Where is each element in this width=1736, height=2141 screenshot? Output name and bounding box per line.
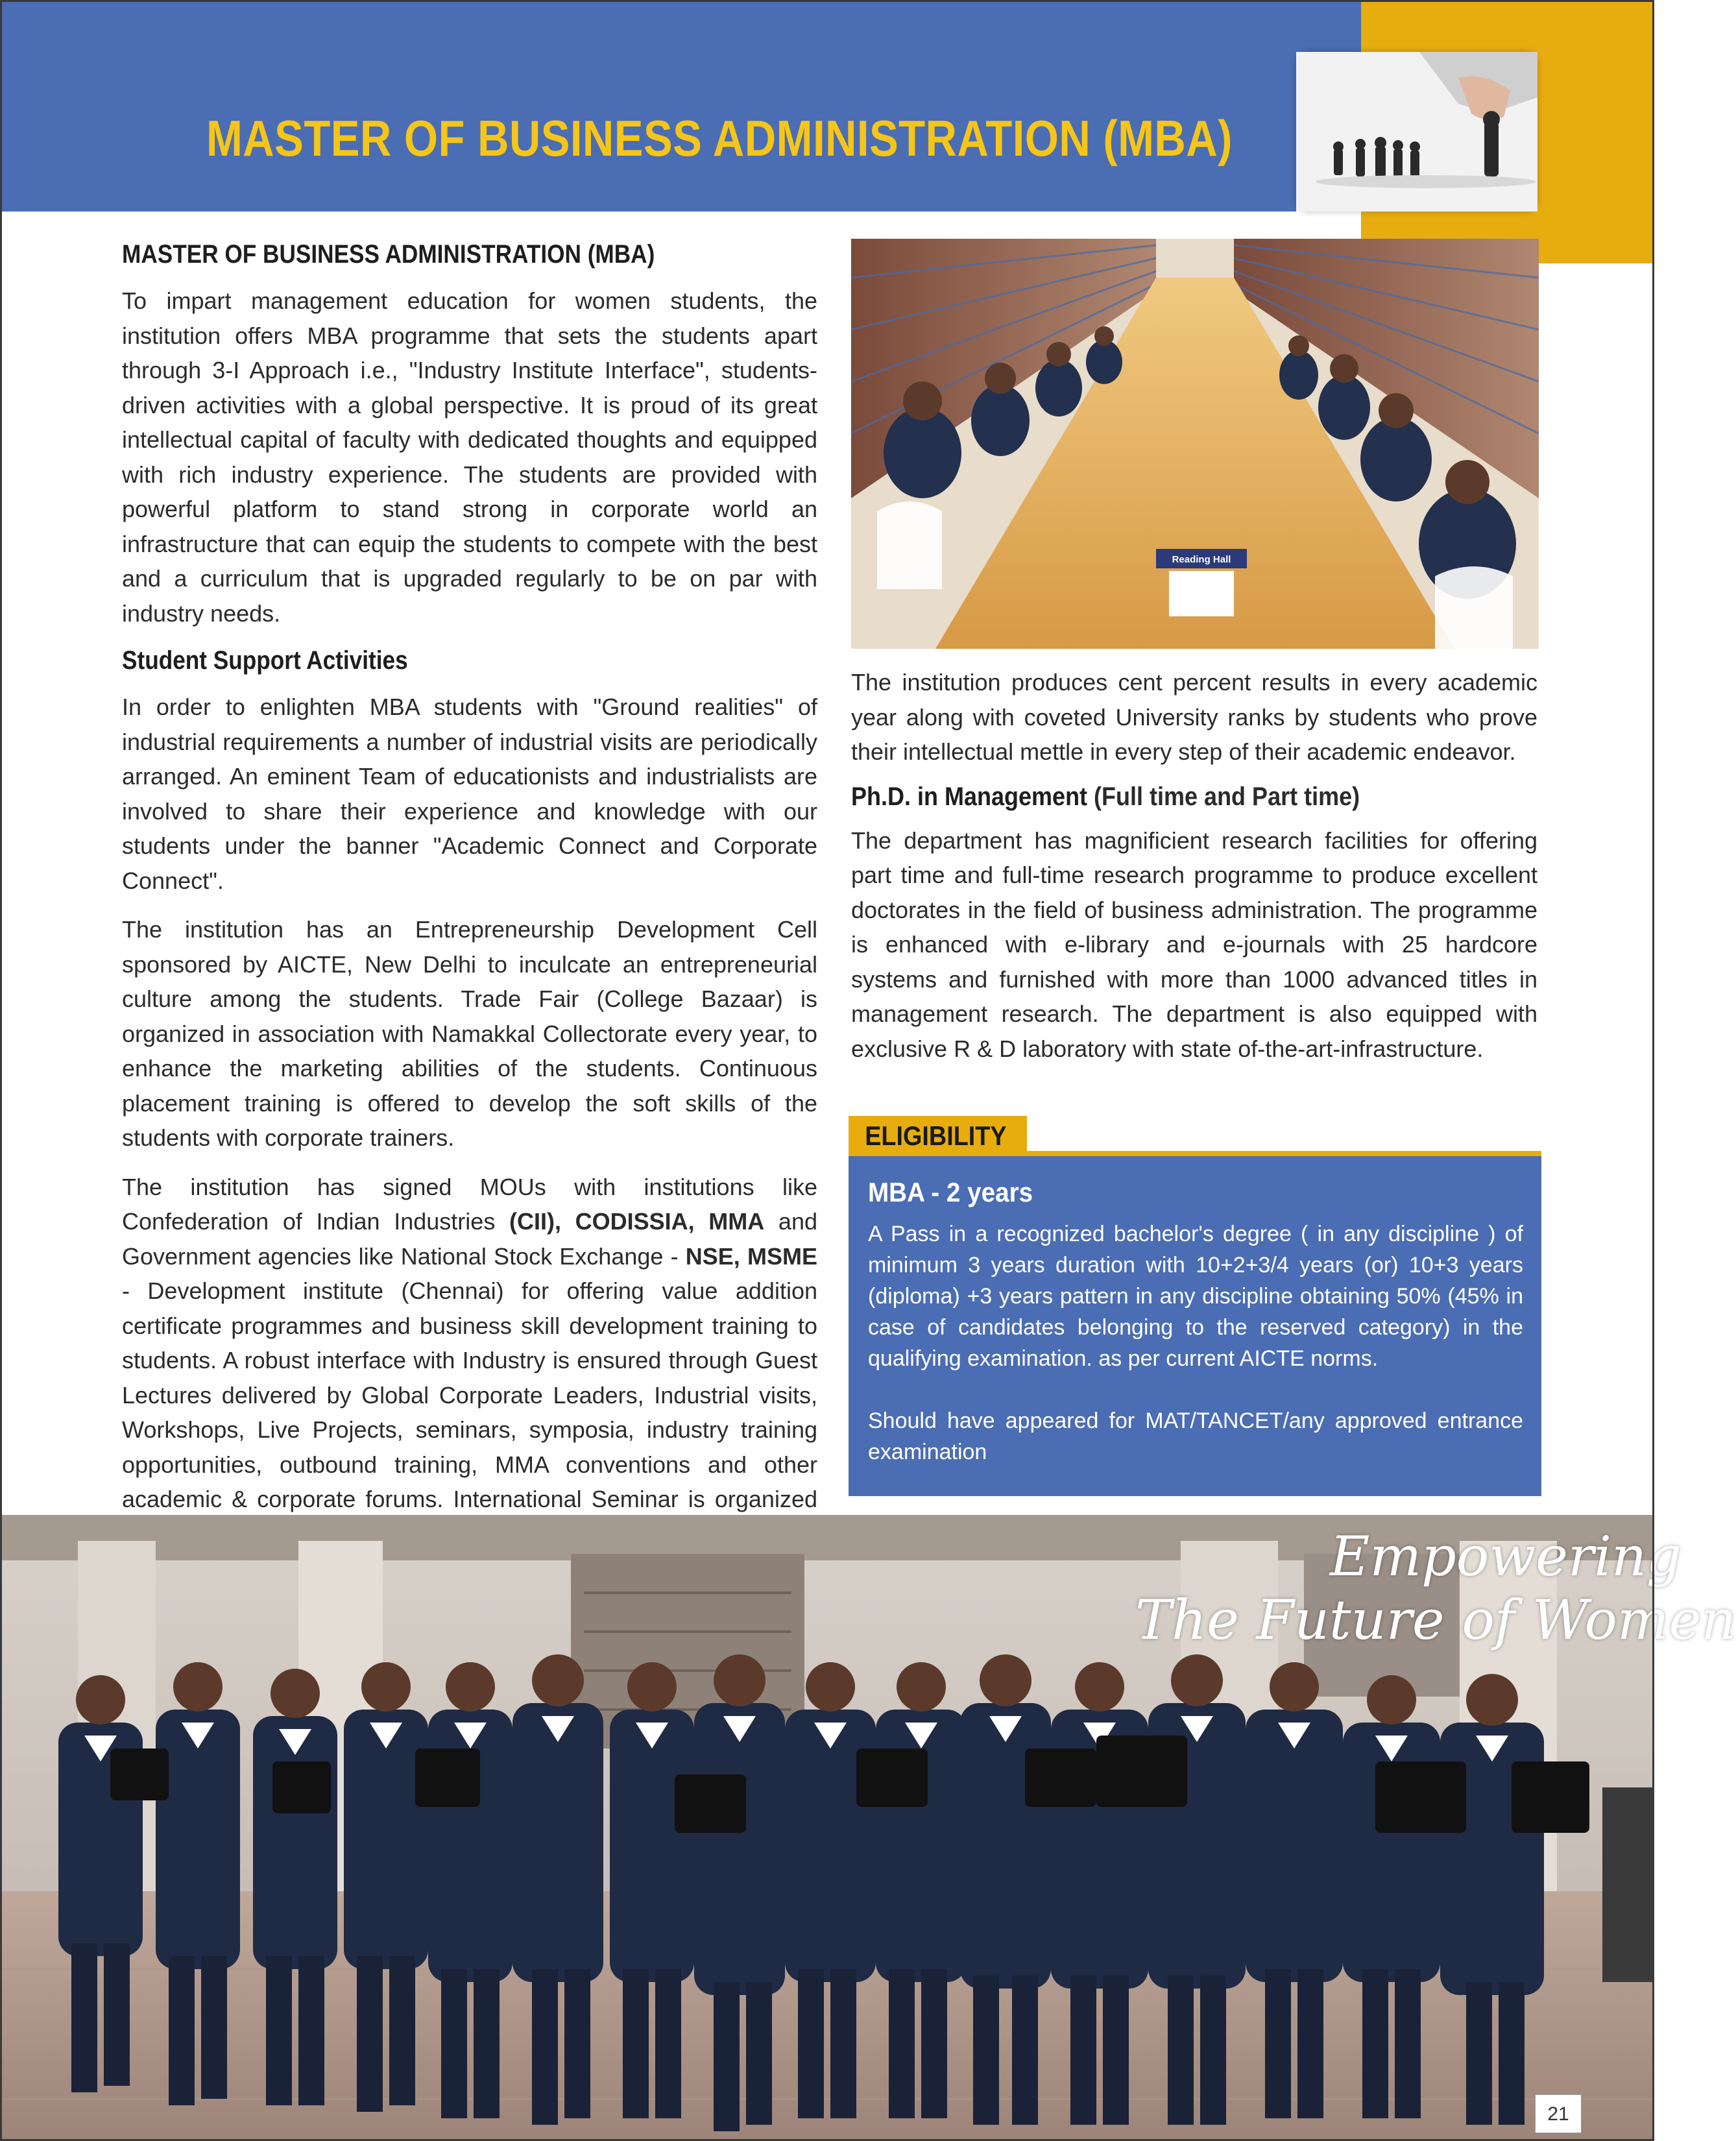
mou-text-3: - Development institute (Chennai) for offering value addition certificate programmes and business skill development training to students. A robust interface with Industry is ensured through Guest Lectures delivered by Global Corporate Leaders, Industrial visits, Workshops, Live Projects, seminars, symposia, industry training opportunities, outbound training, MMA conventions and other academic & corporate forums. International Seminar is organized: [122, 1277, 817, 1512]
eligibility-text-2: Should have appeared for MAT/TANCET/any approved entrance examination: [868, 1409, 1523, 1464]
mba-paragraph: To impart management education for women students, the institution offers MBA programme that sets the students apart through 3-I Approach i.e., "Industry Institute Interface", students-driven activities with a global perspective. It is proud of its great intellectual capital of faculty with dedicated thoughts and equipped with rich industry experience. The students are provided with powerful platform to stand strong in corporate world an infrastructure that can equip the students to compete with the best and a curriculum that is upgraded regularly to be on par with industry needs.: [122, 287, 817, 627]
support-paragraph-1: In order to enlighten MBA students with "Ground realities" of industrial requirements a number of industrial visits are periodically arranged. An eminent Team of educationists and industrialists are involved to share their experience and knowledge with our students under the banner "Academic Connect and Corporate Connect".: [122, 694, 817, 894]
library-photo: [851, 239, 1539, 649]
results-paragraph: The institution produces cent percent results in every academic year along with coveted University ranks by students who prove their intellectual mettle in every step of their academic endeavor.: [851, 669, 1537, 765]
chess-image: [1296, 52, 1537, 212]
eligibility-divider: [849, 1151, 1541, 1156]
mou-text-2: and Government agencies like National Stock Exchange -: [122, 1208, 818, 1270]
mba-heading: MASTER OF BUSINESS ADMINISTRATION (MBA): [122, 240, 655, 269]
phd-heading: [851, 782, 1537, 812]
eligibility-tab: [849, 1116, 1027, 1156]
tagline-future-of-women: The Future of Women: [1135, 1588, 1736, 1652]
student-support-heading: Student Support Activities: [122, 646, 408, 675]
eligibility-tab-label: ELIGIBILITY: [865, 1120, 1007, 1151]
eligibility-box: [849, 1156, 1541, 1496]
right-column: [851, 665, 1537, 1066]
mou-text-1: The institution has signed MOUs with institutions like Confederation of Indian Industries: [122, 1173, 817, 1235]
mou-bold-2: NSE, MSME: [685, 1242, 817, 1270]
eligibility-title: MBA - 2 years: [868, 1177, 1033, 1207]
library-illustration: [851, 239, 1539, 649]
page-number: 21: [1535, 2094, 1582, 2133]
tagline-empowering: Empowering: [1330, 1525, 1682, 1588]
phd-heading-normal: (Full time and Part time): [1087, 782, 1360, 811]
chess-illustration: [1296, 52, 1537, 212]
page-title: MASTER OF BUSINESS ADMINISTRATION (MBA): [206, 110, 1233, 167]
support-paragraph-2: The institution has an Entrepreneurship Development Cell sponsored by AICTE, New Delhi to inculcate an entrepreneurial culture among the students. Trade Fair (College Bazaar) is organized in association with Namakkal Collectorate every year, to enhance the marketing abilities of the students. Continuous placement training is offered to develop the soft skills of the students with corporate trainers.: [122, 916, 817, 1151]
phd-heading-bold: Ph.D. in Management: [851, 782, 1088, 811]
eligibility-text-1: A Pass in a recognized bachelor's degree ( in any discipline ) of minimum 3 years duration with 10+2+3/4 years (or) 10+3 years (diploma) +3 years pattern in any discipline obtaining 50% (45% in case of candidates belonging to the reserved category) in the qualifying examination. as per current AICTE norms.: [868, 1222, 1523, 1371]
phd-paragraph: The department has magnificient research facilities for offering part time and full-time research programme to produce excellent doctorates in the field of business administration. The programme is enhanced with e-library and e-journals with 25 hardcore systems and furnished with more than 1000 advanced titles in management research. The department is also equipped with exclusive R & D laboratory with state of-the-art-infrastructure.: [851, 827, 1537, 1062]
left-column: [122, 240, 817, 1621]
reading-hall-sign: Reading Hall: [1172, 554, 1231, 565]
mou-bold-1: (CII), CODISSIA, MMA: [509, 1208, 765, 1235]
